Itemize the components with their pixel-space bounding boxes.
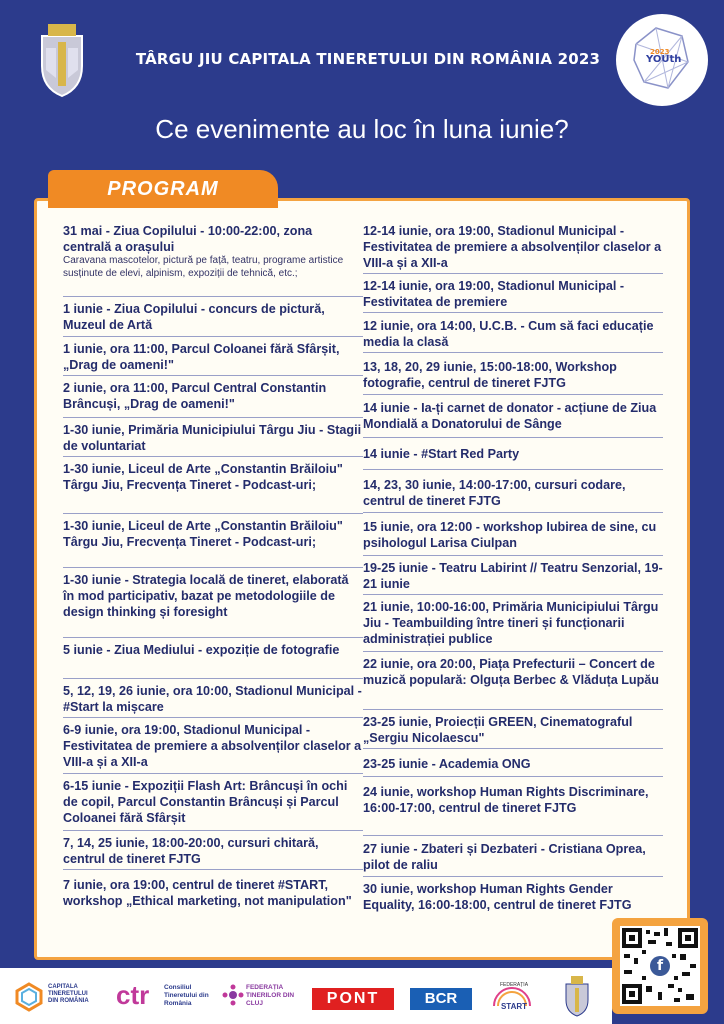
capitala-tineretului-logo bbox=[14, 980, 94, 1014]
event-item bbox=[363, 756, 663, 772]
event-item bbox=[63, 341, 363, 373]
divider bbox=[363, 312, 663, 313]
event-item bbox=[363, 477, 663, 509]
divider bbox=[363, 709, 663, 710]
divider bbox=[63, 678, 363, 679]
event-item bbox=[63, 877, 363, 909]
event-subtitle: Caravana mascotelor, pictură pe față, teatru, programe artistice susținute de elevi, alpinism, expoziții de tehnică, etc.; bbox=[63, 255, 344, 279]
city-crest-logo bbox=[28, 18, 96, 100]
divider bbox=[363, 512, 663, 513]
divider bbox=[63, 513, 363, 514]
divider bbox=[363, 776, 663, 777]
event-item bbox=[363, 714, 663, 746]
event-item bbox=[363, 400, 663, 432]
main-heading: Ce evenimente au loc în luna iunie? bbox=[155, 114, 569, 144]
event-title: 23-25 iunie - Academia ONG bbox=[363, 757, 531, 771]
event-title: 5 iunie - Ziua Mediului - expoziție de fotografie bbox=[63, 643, 340, 657]
event-title: 7 iunie, ora 19:00, centrul de tineret #START, workshop „Ethical marketing, not manipulation" bbox=[63, 878, 352, 908]
divider bbox=[363, 273, 663, 274]
qr-code-image bbox=[620, 926, 700, 1006]
event-item bbox=[363, 519, 663, 551]
event-title: 12-14 iunie, ora 19:00, Stadionul Municipal - Festivitatea de premiere bbox=[363, 279, 625, 309]
divider bbox=[63, 375, 363, 376]
event-title: 2 iunie, ora 11:00, Parcul Central Constantin Brâncuși, „Drag de oameni!" bbox=[63, 381, 327, 411]
bcr-text: BCR bbox=[424, 990, 458, 1007]
federatia-start-top: FEDERAȚIA bbox=[499, 982, 529, 988]
divider bbox=[363, 555, 663, 556]
event-title: 6-9 iunie, ora 19:00, Stadionul Municipal - Festivitatea de premiere a absolvenților claselor a VIII-a și a XII-a bbox=[63, 723, 362, 769]
event-title: 1-30 iunie - Strategia locală de tineret, elaborată în mod participativ, bazat pe metodologiile de design thinking și foresight bbox=[63, 573, 349, 619]
header-title: TÂRGU JIU CAPITALA TINERETULUI DIN ROMÂNIA 2023 bbox=[135, 50, 601, 68]
capitala-text: CAPITALA TINERETULUI DIN ROMÂNIA bbox=[48, 984, 89, 1004]
event-item bbox=[363, 318, 663, 350]
event-item bbox=[363, 656, 663, 688]
event-item bbox=[63, 380, 363, 412]
event-title: 1 iunie - Ziua Copilului - concurs de pictură, Muzeul de Artă bbox=[63, 302, 325, 332]
event-item bbox=[363, 560, 663, 592]
event-item bbox=[363, 359, 663, 391]
event-title: 13, 18, 20, 29 iunie, 15:00-18:00, Workshop fotografie, centrul de tineret FJTG bbox=[363, 360, 617, 390]
event-title: 27 iunie - Zbateri și Dezbateri - Cristiana Oprea, pilot de raliu bbox=[363, 842, 646, 872]
pont-text: PONT bbox=[326, 990, 380, 1007]
event-item bbox=[363, 881, 663, 913]
divider bbox=[363, 352, 663, 353]
event-item bbox=[63, 722, 363, 770]
divider bbox=[63, 456, 363, 457]
pont-logo bbox=[312, 988, 394, 1010]
badge-text: YOUth bbox=[646, 54, 682, 65]
event-title: 1-30 iunie, Liceul de Arte „Constantin Brăiloiu" Târgu Jiu, Frecvența Tineret - Podcast-uri; bbox=[63, 519, 343, 549]
event-title: 14, 23, 30 iunie, 14:00-17:00, cursuri codare, centrul de tineret FJTG bbox=[363, 478, 626, 508]
event-item bbox=[363, 599, 663, 647]
event-title: 14 iunie - #Start Red Party bbox=[363, 447, 520, 461]
event-item bbox=[363, 223, 663, 271]
event-item bbox=[63, 461, 363, 493]
event-title: 5, 12, 19, 26 iunie, ora 10:00, Stadionul Municipal - #Start la mișcare bbox=[63, 684, 362, 714]
event-item bbox=[363, 446, 663, 462]
event-title: 23-25 iunie, Proiecții GREEN, Cinematograful „Sergiu Nicolaescu" bbox=[363, 715, 633, 745]
divider bbox=[363, 876, 663, 877]
event-item bbox=[63, 683, 363, 715]
event-item bbox=[63, 518, 363, 550]
program-tab-label: PROGRAM bbox=[48, 170, 278, 208]
event-item bbox=[363, 278, 663, 310]
city-crest-small-logo bbox=[562, 974, 592, 1018]
event-item bbox=[63, 223, 363, 280]
divider bbox=[63, 567, 363, 568]
event-title: 1-30 iunie, Liceul de Arte „Constantin Brăiloiu" Târgu Jiu, Frecvența Tineret - Podcast-uri; bbox=[63, 462, 343, 492]
divider bbox=[63, 336, 363, 337]
event-title: 30 iunie, workshop Human Rights Gender Equality, 16:00-18:00, centrul de tineret FJTG bbox=[363, 882, 632, 912]
start-text: START bbox=[500, 1002, 528, 1011]
event-item bbox=[63, 422, 363, 454]
event-title: 19-25 iunie - Teatru Labirint // Teatru Senzorial, 19-21 iunie bbox=[363, 561, 663, 591]
event-title: 22 iunie, ora 20:00, Piața Prefecturii – Concert de muzică populară: Olguța Berbec & Vlăduța Lupău bbox=[363, 657, 659, 687]
divider bbox=[363, 835, 663, 836]
divider bbox=[63, 869, 363, 870]
divider bbox=[63, 637, 363, 638]
ctr-text: Consiliul Tineretului din România bbox=[164, 984, 209, 1007]
event-title: 1-30 iunie, Primăria Municipiului Târgu Jiu - Stagii de voluntariat bbox=[63, 423, 362, 453]
federatia-text: FEDERAȚIA TINERILOR DIN CLUJ bbox=[246, 984, 295, 1007]
qr-code[interactable] bbox=[612, 918, 708, 1014]
divider bbox=[363, 651, 663, 652]
event-item bbox=[363, 841, 663, 873]
federatia-tinerilor-logo bbox=[222, 980, 306, 1014]
facebook-icon: f bbox=[650, 956, 670, 976]
event-item bbox=[63, 301, 363, 333]
ctr-logo bbox=[116, 980, 212, 1014]
event-title: 12-14 iunie, ora 19:00, Stadionul Municipal - Festivitatea de premiere a absolvenților claselor a VIII-a și a XII-a bbox=[363, 224, 662, 270]
youth-capital-badge bbox=[616, 14, 708, 106]
divider bbox=[363, 594, 663, 595]
badge-year: 2023 bbox=[650, 48, 670, 56]
program-panel bbox=[34, 198, 690, 960]
divider bbox=[63, 773, 363, 774]
event-title: 1 iunie, ora 11:00, Parcul Coloanei fără Sfârșit, „Drag de oameni!" bbox=[63, 342, 340, 372]
divider bbox=[63, 417, 363, 418]
federatia-start-logo bbox=[484, 976, 546, 1016]
divider bbox=[63, 717, 363, 718]
bcr-logo bbox=[410, 988, 472, 1010]
event-title: 24 iunie, workshop Human Rights Discriminare, 16:00-17:00, centrul de tineret FJTG bbox=[363, 785, 649, 815]
event-title: 12 iunie, ora 14:00, U.C.B. - Cum să faci educație media la clasă bbox=[363, 319, 654, 349]
event-title: 7, 14, 25 iunie, 18:00-20:00, cursuri chitară, centrul de tineret FJTG bbox=[63, 836, 319, 866]
event-title: 14 iunie - Ia-ți carnet de donator - acțiune de Ziua Mondială a Donatorului de Sânge bbox=[363, 401, 657, 431]
divider bbox=[363, 437, 663, 438]
event-item bbox=[63, 778, 363, 826]
event-title: 15 iunie, ora 12:00 - workshop Iubirea de sine, cu psihologul Larisa Ciulpan bbox=[363, 520, 657, 550]
event-item bbox=[363, 784, 663, 816]
divider bbox=[63, 830, 363, 831]
divider bbox=[363, 394, 663, 395]
event-title: 6-15 iunie - Expoziții Flash Art: Brâncuși în ochi de copil, Parcul Constantin Brâncuși și Parcul Coloanei fără Sfârșit bbox=[63, 779, 348, 825]
event-title: 21 iunie, 10:00-16:00, Primăria Municipiului Târgu Jiu - Teambuilding între tineri și funcționarii administrației publice bbox=[363, 600, 659, 646]
event-title: 31 mai - Ziua Copilului - 10:00-22:00, zona centrală a orașului bbox=[63, 224, 313, 254]
event-item bbox=[63, 572, 363, 620]
divider bbox=[363, 748, 663, 749]
ctr-mark: ctr bbox=[116, 980, 150, 1010]
event-item bbox=[63, 642, 363, 658]
divider bbox=[63, 296, 363, 297]
event-item bbox=[63, 835, 363, 867]
sponsor-footer bbox=[0, 968, 612, 1024]
divider bbox=[363, 469, 663, 470]
